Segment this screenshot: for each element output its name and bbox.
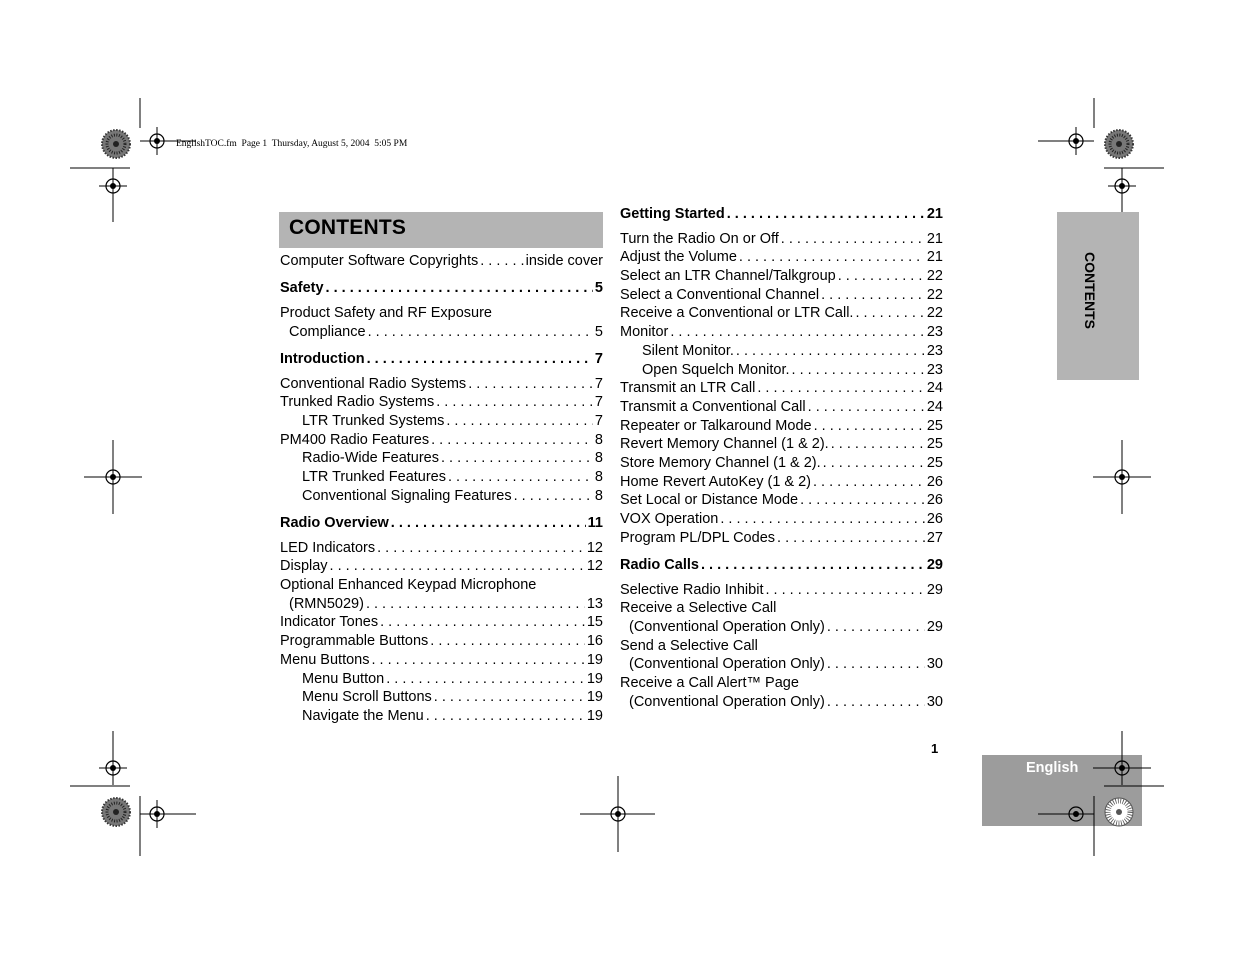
toc-entry-page: 12	[586, 539, 603, 556]
toc-entry	[620, 361, 943, 380]
toc-entry-page: 8	[594, 450, 603, 467]
dot-leader	[441, 449, 593, 468]
toc-entry-label: Menu Button	[302, 670, 385, 687]
dot-leader	[436, 393, 593, 412]
dot-leader	[765, 581, 924, 600]
dot-leader	[757, 379, 924, 398]
toc-entry-label: Safety	[280, 280, 324, 297]
toc-entry	[280, 613, 603, 632]
toc-entry-label: PM400 Radio Features	[280, 431, 430, 448]
dot-leader	[514, 487, 593, 506]
toc-entry-page: 29	[926, 581, 943, 598]
toc-entry-label: Home Revert AutoKey (1 & 2)	[620, 473, 811, 490]
dot-leader	[777, 529, 925, 548]
dot-leader	[727, 205, 925, 224]
toc-entry	[620, 637, 943, 656]
toc-entry	[620, 473, 943, 492]
toc-entry	[620, 655, 943, 674]
toc-entry	[620, 529, 943, 548]
toc-entry-label: LTR Trunked Systems	[302, 413, 445, 429]
toc-entry-page: 23	[926, 361, 943, 378]
toc-entry-label: Navigate the Menu	[302, 707, 424, 724]
dot-leader	[330, 557, 585, 576]
toc-entry-label: (Conventional Operation Only)	[629, 619, 825, 636]
toc-entry	[620, 398, 943, 417]
toc-section-entry	[620, 556, 943, 575]
toc-entry	[620, 230, 943, 249]
dot-leader	[831, 435, 925, 454]
toc-entry	[280, 449, 603, 468]
toc-entry-label: Optional Enhanced Keypad Microphone	[280, 577, 537, 594]
toc-entry-label: Radio Calls	[620, 556, 699, 573]
toc-entry-label: Radio Overview	[280, 515, 389, 532]
toc-entry-label: Computer Software Copyrights	[280, 253, 479, 269]
toc-entry-label: Display	[280, 558, 328, 575]
toc-entry-label: Select a Conventional Channel	[620, 286, 820, 303]
toc-entry	[620, 342, 943, 361]
toc-entry-label: Repeater or Talkaround Mode	[620, 417, 812, 434]
toc-entry	[280, 576, 603, 595]
dot-leader	[326, 279, 593, 298]
dot-leader	[434, 688, 585, 707]
toc-entry	[620, 267, 943, 286]
toc-entry-page: 8	[594, 431, 603, 448]
toc-entry	[620, 248, 943, 267]
dot-leader	[855, 304, 924, 323]
toc-entry-label: (Conventional Operation Only)	[629, 656, 825, 673]
dot-leader	[800, 491, 925, 510]
dot-leader	[371, 651, 584, 670]
toc-entry-label: Compliance	[289, 323, 366, 340]
dot-leader	[448, 468, 593, 487]
toc-entry-label: Store Memory Channel (1 & 2).	[620, 454, 821, 471]
toc-entry-page: 22	[926, 268, 943, 285]
toc-section-entry	[280, 279, 603, 298]
dot-leader	[823, 454, 925, 473]
dot-leader	[446, 412, 593, 431]
toc-entry	[280, 707, 603, 726]
toc-entry-page: 30	[926, 656, 943, 673]
dot-leader	[366, 595, 585, 614]
toc-entry	[280, 595, 603, 614]
toc-entry	[620, 491, 943, 510]
dot-leader	[781, 230, 925, 249]
toc-entry-label: Program PL/DPL Codes	[620, 529, 776, 546]
toc-entry-page: 21	[926, 249, 943, 266]
toc-entry-page: 7	[594, 350, 603, 367]
toc-entry	[280, 688, 603, 707]
toc-entry-label: Select an LTR Channel/Talkgroup	[620, 268, 836, 285]
dot-leader	[827, 693, 925, 712]
toc-entry-page: 29	[926, 619, 943, 636]
page-number: 1	[931, 741, 939, 756]
toc-entry	[280, 431, 603, 450]
toc-entry	[620, 674, 943, 693]
page-title: CONTENTS	[289, 216, 407, 239]
toc-entry	[620, 693, 943, 712]
toc-entry-page: 7	[594, 375, 603, 392]
toc-entry-label: Adjust the Volume	[620, 249, 737, 266]
toc-entry-page: 21	[926, 230, 943, 247]
toc-entry	[280, 632, 603, 651]
toc-entry	[280, 468, 603, 487]
dot-leader	[430, 632, 585, 651]
toc-section-entry	[620, 205, 943, 224]
toc-entry	[280, 252, 603, 271]
dot-leader	[480, 252, 523, 271]
toc-entry	[620, 435, 943, 454]
toc-entry	[280, 323, 603, 342]
toc-entry-page: 15	[586, 614, 603, 631]
dot-leader	[377, 539, 585, 558]
toc-entry-label: Transmit a Conventional Call	[620, 398, 806, 415]
toc-entry-page: 7	[594, 413, 603, 429]
toc-entry-page: 23	[926, 324, 943, 341]
toc-entry-page: 21	[926, 206, 943, 222]
toc-entry-page: 19	[586, 707, 603, 724]
toc-entry	[280, 375, 603, 394]
toc-entry-label: Menu Buttons	[280, 651, 370, 668]
dot-leader	[821, 286, 925, 305]
dot-leader	[736, 342, 925, 361]
toc-entry-label: Getting Started	[620, 206, 725, 222]
toc-entry-page: 26	[926, 492, 943, 509]
toc-entry-label: Send a Selective Call	[620, 637, 758, 654]
toc-entry-label: Trunked Radio Systems	[280, 394, 435, 411]
toc-entry-label: Receive a Call Alert™ Page	[620, 675, 799, 692]
toc-entry	[280, 393, 603, 412]
toc-entry-label: (Conventional Operation Only)	[629, 693, 825, 710]
dot-leader	[739, 248, 925, 267]
toc-entry-label: Monitor	[620, 324, 669, 341]
dot-leader	[813, 473, 925, 492]
toc-entry	[280, 651, 603, 670]
language-tab	[982, 755, 1142, 826]
toc-entry-label: Indicator Tones	[280, 614, 379, 631]
language-tab-label: English	[1026, 760, 1079, 776]
toc-entry-page: 24	[926, 380, 943, 397]
toc-entry-page: 8	[594, 487, 603, 504]
toc-entry-page: 12	[586, 558, 603, 575]
toc-entry-page: 19	[586, 689, 603, 706]
toc-entry-label: LED Indicators	[280, 539, 376, 556]
toc-entry	[280, 487, 603, 506]
contents-title-bar	[279, 212, 603, 248]
toc-entry	[280, 304, 603, 323]
toc-section-entry	[280, 514, 603, 533]
dot-leader	[720, 510, 925, 529]
toc-entry-page: 23	[926, 342, 943, 359]
toc-entry-label: Conventional Radio Systems	[280, 375, 467, 392]
toc-left-column	[280, 252, 603, 726]
toc-entry-label: VOX Operation	[620, 511, 719, 527]
toc-entry-page: 30	[926, 693, 943, 710]
dot-leader	[814, 417, 925, 436]
toc-entry-page: 25	[926, 454, 943, 471]
toc-entry-label: Receive a Conventional or LTR Call.	[620, 305, 854, 322]
dot-leader	[468, 375, 593, 394]
dot-leader	[380, 613, 585, 632]
toc-entry-page: 19	[586, 670, 603, 687]
toc-entry-page: 5	[594, 323, 603, 340]
toc-entry	[620, 599, 943, 618]
toc-entry	[620, 581, 943, 600]
toc-entry	[620, 510, 943, 529]
toc-entry-label: Radio-Wide Features	[302, 450, 439, 467]
toc-entry-page: 25	[926, 436, 943, 453]
toc-entry-label: Set Local or Distance Mode	[620, 492, 799, 509]
toc-entry-page: 27	[926, 529, 943, 546]
toc-entry	[620, 323, 943, 342]
toc-entry	[280, 412, 603, 431]
toc-entry-page: 26	[926, 511, 943, 527]
dot-leader	[670, 323, 925, 342]
toc-entry	[620, 304, 943, 323]
toc-entry-page: 22	[926, 286, 943, 303]
toc-entry-page: 29	[926, 556, 943, 573]
dot-leader	[827, 618, 925, 637]
dot-leader	[391, 514, 586, 533]
toc-entry-page: 26	[926, 473, 943, 490]
dot-leader	[838, 267, 925, 286]
toc-entry-page: 5	[594, 280, 603, 297]
toc-entry-label: Silent Monitor.	[642, 342, 734, 359]
toc-entry-label: Open Squelch Monitor.	[642, 361, 790, 378]
toc-entry-label: Transmit an LTR Call	[620, 380, 756, 397]
toc-entry-label: Menu Scroll Buttons	[302, 689, 432, 706]
toc-entry	[620, 618, 943, 637]
dot-leader	[368, 323, 593, 342]
toc-entry-page: 22	[926, 305, 943, 322]
toc-entry	[280, 670, 603, 689]
dot-leader	[431, 431, 593, 450]
toc-section-entry	[280, 350, 603, 369]
dot-leader	[367, 350, 593, 369]
dot-leader	[386, 670, 585, 689]
toc-entry-label: Revert Memory Channel (1 & 2).	[620, 436, 829, 453]
toc-entry-label: Conventional Signaling Features	[302, 487, 512, 504]
dot-leader	[426, 707, 585, 726]
toc-entry-page: 13	[586, 595, 603, 612]
toc-entry-label: Programmable Buttons	[280, 633, 429, 650]
toc-entry-label: Introduction	[280, 350, 365, 367]
dot-leader	[792, 361, 925, 380]
toc-entry-label: (RMN5029)	[289, 595, 364, 612]
toc-entry-label: Product Safety and RF Exposure	[280, 304, 492, 321]
toc-entry-label: Receive a Selective Call	[620, 600, 777, 617]
toc-entry	[280, 539, 603, 558]
toc-entry	[620, 286, 943, 305]
toc-entry	[620, 417, 943, 436]
toc-entry	[620, 379, 943, 398]
toc-entry-label: Turn the Radio On or Off	[620, 230, 779, 247]
toc-entry	[280, 557, 603, 576]
toc-entry-page: 24	[926, 398, 943, 415]
toc-entry-label: LTR Trunked Features	[302, 469, 446, 486]
file-slug: EnglishTOC.fm Page 1 Thursday, August 5, 2004 5:05 PM	[176, 139, 408, 149]
dot-leader	[827, 655, 925, 674]
toc-entry-page: 19	[586, 651, 603, 668]
toc-entry-page: 16	[586, 633, 603, 650]
dot-leader	[808, 398, 925, 417]
dot-leader	[701, 556, 925, 575]
toc-right-column	[620, 205, 943, 711]
toc-entry-page: 7	[594, 394, 603, 411]
toc-entry-page: 8	[594, 469, 603, 486]
side-tab-contents	[1057, 212, 1139, 380]
toc-entry-page: 11	[587, 515, 603, 532]
toc-entry-label: Selective Radio Inhibit	[620, 581, 764, 598]
toc-entry	[620, 454, 943, 473]
side-tab-label: CONTENTS	[1082, 252, 1098, 329]
toc-entry-page: inside cover	[525, 253, 603, 269]
toc-entry-page: 25	[926, 417, 943, 434]
